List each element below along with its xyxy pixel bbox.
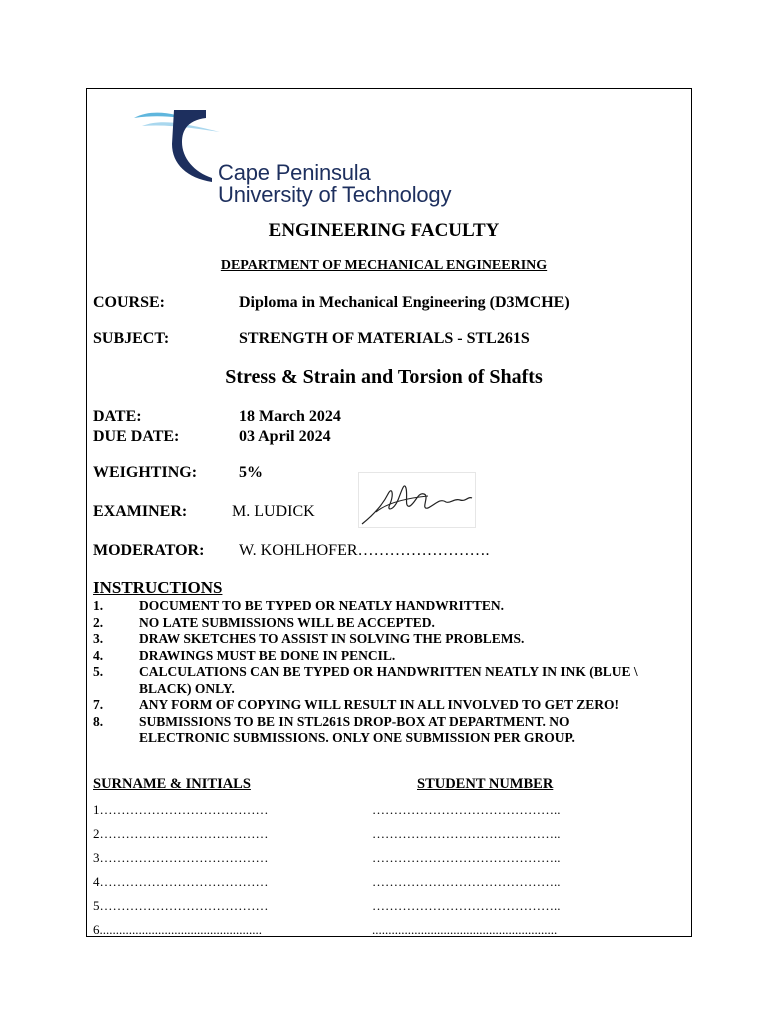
student-number-field[interactable]: …………………………………….. [372, 850, 561, 865]
list-item: 4. DRAWINGS MUST BE DONE IN PENCIL. [93, 647, 396, 663]
student-number-field[interactable]: …………………………………….. [372, 826, 561, 841]
date-label: DATE: [93, 408, 142, 425]
student-rows [93, 798, 653, 942]
student-number-field[interactable]: …………………………………….. [372, 802, 561, 817]
surname-field[interactable]: 2………………………………… [93, 826, 269, 841]
assignment-title: Stress & Strain and Torsion of Shafts [225, 366, 543, 388]
surname-field[interactable]: 1………………………………… [93, 802, 269, 817]
moderator-value: W. KOHLHOFER……………………. [239, 542, 490, 559]
list-item: 8. SUBMISSIONS TO BE IN STL261S DROP-BOX AT DEPARTMENT. NO ELECTRONIC SUBMISSIONS. ONLY ONE SUBMISSION PER GROUP. [93, 713, 575, 745]
faculty-heading: ENGINEERING FACULTY [268, 220, 500, 241]
course-value: Diploma in Mechanical Engineering (D3MCHE) [239, 294, 570, 311]
examiner-label: EXAMINER: [93, 503, 188, 520]
surname-column-header: SURNAME & INITIALS [93, 776, 251, 792]
surname-field[interactable]: 4………………………………… [93, 874, 269, 889]
signature-image [358, 472, 476, 528]
surname-field[interactable]: 5………………………………… [93, 898, 269, 913]
list-item: 3. DRAW SKETCHES TO ASSIST IN SOLVING THE PROBLEMS. [93, 631, 525, 646]
list-item: 7. ANY FORM OF COPYING WILL RESULT IN ALL INVOLVED TO GET ZERO! [93, 697, 619, 712]
subject-label: SUBJECT: [93, 330, 170, 347]
instructions-list [93, 598, 653, 747]
student-number-column-header: STUDENT NUMBER [417, 776, 554, 792]
department-heading: DEPARTMENT OF MECHANICAL ENGINEERING [220, 258, 548, 273]
due-date-label: DUE DATE: [93, 428, 180, 445]
course-label: COURSE: [93, 294, 166, 311]
student-number-field[interactable]: …………………………………….. [372, 874, 561, 889]
moderator-label: MODERATOR: [93, 542, 205, 559]
table-row [93, 870, 653, 894]
instructions-heading: INSTRUCTIONS [93, 578, 223, 597]
logo-line-2: University of Technology [218, 182, 452, 207]
examiner-value: M. LUDICK [232, 503, 315, 520]
university-logo-icon [132, 106, 222, 186]
student-number-field[interactable]: …………………………………….. [372, 898, 561, 913]
surname-field[interactable]: 6.................................................. [93, 922, 262, 937]
table-row [93, 798, 653, 822]
table-row [93, 846, 653, 870]
subject-value: STRENGTH OF MATERIALS - STL261S [239, 330, 530, 347]
due-date-value: 03 April 2024 [239, 428, 331, 445]
list-item: 1. DOCUMENT TO BE TYPED OR NEATLY HANDWRITTEN. [93, 598, 504, 613]
student-number-field[interactable]: ......................................................... [372, 922, 558, 937]
date-value: 18 March 2024 [239, 408, 341, 425]
weighting-label: WEIGHTING: [93, 464, 198, 481]
list-item: 5. CALCULATIONS CAN BE TYPED OR HANDWRITTEN NEATLY IN INK (BLUE \ BLACK) ONLY. [93, 664, 638, 696]
table-row [93, 822, 653, 846]
logo-line-1: Cape Peninsula [218, 160, 371, 185]
table-row [93, 918, 653, 942]
weighting-value: 5% [239, 464, 263, 481]
list-item: 2. NO LATE SUBMISSIONS WILL BE ACCEPTED. [93, 614, 435, 630]
surname-field[interactable]: 3………………………………… [93, 850, 269, 865]
table-row [93, 894, 653, 918]
